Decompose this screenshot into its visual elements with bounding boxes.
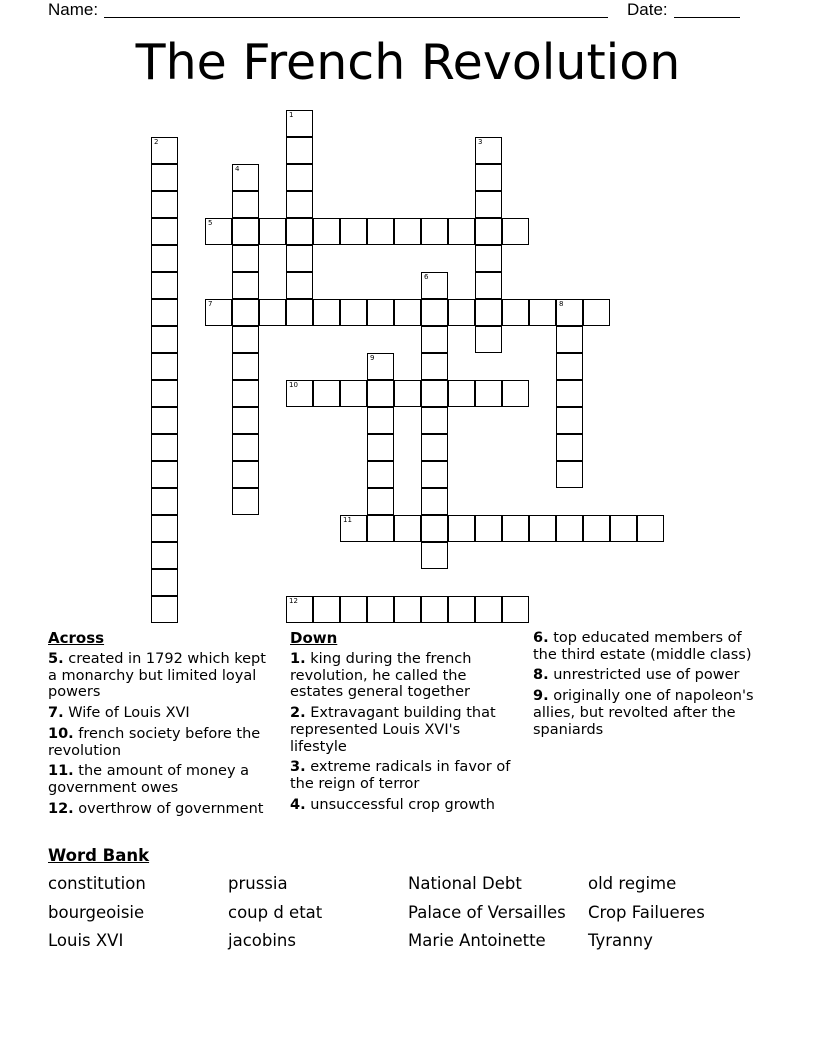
clue-text: unsuccessful crop growth: [310, 796, 496, 813]
grid-cell[interactable]: [610, 515, 637, 542]
grid-cell[interactable]: [529, 515, 556, 542]
clue-item: [48, 651, 276, 701]
clue-number: 11.: [48, 763, 74, 780]
grid-cell[interactable]: [367, 299, 394, 326]
grid-cell[interactable]: [151, 326, 178, 353]
grid-cell[interactable]: [556, 353, 583, 380]
clue-item: [48, 801, 276, 818]
grid-cell[interactable]: [286, 164, 313, 191]
grid-cell[interactable]: [340, 380, 367, 407]
clue-item: [290, 797, 518, 814]
clue-item: [48, 763, 276, 796]
grid-cell[interactable]: [340, 515, 367, 542]
grid-cell[interactable]: [313, 380, 340, 407]
grid-cell[interactable]: [475, 218, 502, 245]
grid-cell[interactable]: [475, 299, 502, 326]
grid-cell[interactable]: [151, 380, 178, 407]
grid-cell[interactable]: [151, 272, 178, 299]
clue-item: [290, 651, 518, 701]
clue-column-3: [533, 630, 769, 742]
grid-cell[interactable]: [151, 407, 178, 434]
grid-cell[interactable]: [448, 299, 475, 326]
grid-cell[interactable]: [151, 299, 178, 326]
grid-cell[interactable]: [421, 380, 448, 407]
grid-cell[interactable]: [286, 272, 313, 299]
clue-number: 1.: [290, 651, 306, 667]
grid-cell[interactable]: [151, 434, 178, 461]
grid-cell[interactable]: [556, 299, 583, 326]
grid-cell[interactable]: [151, 245, 178, 272]
grid-cell[interactable]: [556, 380, 583, 407]
word-bank-item: Tyranny: [588, 931, 653, 950]
grid-cell[interactable]: [421, 461, 448, 488]
clue-number: 7.: [48, 705, 64, 722]
word-bank-item: old regime: [588, 874, 677, 893]
grid-cell[interactable]: [232, 164, 259, 191]
word-bank-item: coup d etat: [228, 903, 323, 922]
word-bank-heading: Word Bank: [48, 846, 150, 865]
grid-cell[interactable]: [556, 407, 583, 434]
cell-number: 1: [289, 111, 294, 119]
grid-cell[interactable]: [394, 218, 421, 245]
grid-cell[interactable]: [367, 596, 394, 623]
clue-item: [48, 705, 276, 722]
grid-cell[interactable]: [367, 488, 394, 515]
grid-cell[interactable]: [583, 515, 610, 542]
grid-cell[interactable]: [475, 245, 502, 272]
grid-cell[interactable]: [637, 515, 664, 542]
grid-cell[interactable]: [151, 569, 178, 596]
clue-text: created in 1792 which kept a monarchy but limited loyal powers: [48, 651, 266, 701]
grid-cell[interactable]: [556, 461, 583, 488]
grid-cell[interactable]: [232, 407, 259, 434]
word-bank-item: Louis XVI: [48, 931, 124, 950]
cell-number: 9: [370, 354, 375, 362]
word-bank-item: prussia: [228, 874, 288, 893]
grid-cell[interactable]: [286, 596, 313, 623]
clue-item: [290, 759, 518, 792]
word-bank-item: National Debt: [408, 874, 522, 893]
grid-cell[interactable]: [259, 299, 286, 326]
grid-cell[interactable]: [394, 380, 421, 407]
grid-cell[interactable]: [340, 218, 367, 245]
grid-cell[interactable]: [151, 461, 178, 488]
across-heading: Across: [48, 629, 105, 647]
grid-cell[interactable]: [421, 542, 448, 569]
grid-cell[interactable]: [475, 515, 502, 542]
grid-cell[interactable]: [502, 299, 529, 326]
grid-cell[interactable]: [232, 380, 259, 407]
page-title: The French Revolution: [135, 34, 681, 91]
cell-number: 3: [478, 138, 483, 146]
grid-cell[interactable]: [367, 515, 394, 542]
clue-number: 10.: [48, 725, 74, 742]
cell-number: 7: [208, 300, 213, 308]
grid-cell[interactable]: [340, 596, 367, 623]
grid-cell[interactable]: [367, 434, 394, 461]
cell-number: 6: [424, 273, 429, 281]
cell-number: 8: [559, 300, 564, 308]
grid-cell[interactable]: [286, 137, 313, 164]
grid-cell[interactable]: [421, 353, 448, 380]
grid-cell[interactable]: [394, 596, 421, 623]
cell-number: 12: [289, 597, 298, 605]
grid-cell[interactable]: [556, 326, 583, 353]
clue-item: [533, 667, 769, 684]
grid-cell[interactable]: [556, 434, 583, 461]
grid-cell[interactable]: [151, 515, 178, 542]
grid-cell[interactable]: [151, 218, 178, 245]
clue-text: french society before the revolution: [48, 725, 261, 759]
grid-cell[interactable]: [367, 407, 394, 434]
clue-number: 3.: [290, 759, 306, 776]
word-bank-item: Marie Antoinette: [408, 931, 546, 950]
grid-cell[interactable]: [151, 596, 178, 623]
grid-cell[interactable]: [421, 326, 448, 353]
name-label: Name:: [48, 0, 99, 19]
clue-text: extreme radicals in favor of the reign of terror: [290, 759, 511, 792]
grid-cell[interactable]: [232, 218, 259, 245]
grid-cell[interactable]: [502, 596, 529, 623]
grid-cell[interactable]: [502, 515, 529, 542]
clue-text: unrestricted use of power: [553, 667, 740, 684]
grid-cell[interactable]: [421, 299, 448, 326]
cell-number: 5: [208, 219, 213, 227]
clue-item: [533, 688, 769, 738]
grid-cell[interactable]: [205, 218, 232, 245]
clue-item: [290, 705, 518, 755]
clue-item: [48, 726, 276, 759]
clue-text: Wife of Louis XVI: [68, 705, 190, 722]
clue-item: [533, 630, 769, 663]
grid-cell[interactable]: [151, 191, 178, 218]
clue-text: top educated members of the third estate (middle class): [533, 630, 752, 663]
grid-cell[interactable]: [232, 191, 259, 218]
grid-cell[interactable]: [286, 245, 313, 272]
grid-cell[interactable]: [475, 191, 502, 218]
grid-cell[interactable]: [151, 542, 178, 569]
grid-cell[interactable]: [151, 488, 178, 515]
clue-number: 12.: [48, 800, 74, 817]
grid-cell[interactable]: [286, 299, 313, 326]
grid-cell[interactable]: [232, 326, 259, 353]
grid-cell[interactable]: [448, 515, 475, 542]
clue-column-1: [48, 651, 276, 821]
grid-cell[interactable]: [502, 218, 529, 245]
grid-cell[interactable]: [367, 380, 394, 407]
grid-cell[interactable]: [475, 326, 502, 353]
grid-cell[interactable]: [205, 299, 232, 326]
grid-cell[interactable]: [421, 488, 448, 515]
grid-cell[interactable]: [475, 380, 502, 407]
grid-cell[interactable]: [421, 515, 448, 542]
cell-number: 11: [343, 516, 352, 524]
grid-cell[interactable]: [475, 137, 502, 164]
grid-cell[interactable]: [448, 596, 475, 623]
grid-cell[interactable]: [475, 164, 502, 191]
clue-number: 2.: [290, 705, 306, 722]
grid-cell[interactable]: [232, 461, 259, 488]
grid-cell[interactable]: [313, 299, 340, 326]
grid-cell[interactable]: [475, 596, 502, 623]
word-bank-item: jacobins: [228, 931, 296, 950]
grid-cell[interactable]: [232, 299, 259, 326]
clue-text: Extravagant building that represented Louis XVI's lifestyle: [290, 705, 496, 755]
clue-text: king during the french revolution, he called the estates general together: [290, 651, 472, 701]
grid-cell[interactable]: [421, 272, 448, 299]
cell-number: 2: [154, 138, 159, 146]
grid-cell[interactable]: [529, 299, 556, 326]
clue-column-2: [290, 651, 518, 817]
grid-cell[interactable]: [151, 137, 178, 164]
grid-cell[interactable]: [556, 515, 583, 542]
grid-cell[interactable]: [151, 353, 178, 380]
grid-cell[interactable]: [313, 218, 340, 245]
clue-number: 5.: [48, 651, 64, 667]
grid-cell[interactable]: [421, 596, 448, 623]
grid-cell[interactable]: [367, 461, 394, 488]
grid-cell[interactable]: [502, 380, 529, 407]
grid-cell[interactable]: [232, 272, 259, 299]
clue-number: 4.: [290, 796, 306, 813]
grid-cell[interactable]: [421, 434, 448, 461]
grid-cell[interactable]: [421, 407, 448, 434]
grid-cell[interactable]: [394, 515, 421, 542]
grid-cell[interactable]: [286, 218, 313, 245]
word-bank-item: constitution: [48, 874, 146, 893]
clue-number: 9.: [533, 688, 549, 705]
grid-cell[interactable]: [286, 191, 313, 218]
clue-text: originally one of napoleon's allies, but revolted after the spaniards: [533, 688, 754, 738]
clue-number: 8.: [533, 667, 549, 684]
cell-number: 10: [289, 381, 298, 389]
grid-cell[interactable]: [232, 353, 259, 380]
grid-cell[interactable]: [475, 272, 502, 299]
clue-number: 6.: [533, 630, 549, 646]
grid-cell[interactable]: [394, 299, 421, 326]
clue-text: overthrow of government: [78, 800, 264, 817]
cell-number: 4: [235, 165, 240, 173]
grid-cell[interactable]: [367, 353, 394, 380]
grid-cell[interactable]: [367, 218, 394, 245]
down-heading: Down: [290, 629, 338, 647]
date-label: Date:: [627, 0, 668, 19]
word-bank-item: Palace of Versailles: [408, 903, 566, 922]
grid-cell[interactable]: [313, 596, 340, 623]
word-bank-item: bourgeoisie: [48, 903, 145, 922]
grid-cell[interactable]: [286, 110, 313, 137]
grid-cell[interactable]: [151, 164, 178, 191]
word-bank-item: Crop Failueres: [588, 903, 705, 922]
grid-cell[interactable]: [340, 299, 367, 326]
clue-text: the amount of money a government owes: [48, 763, 250, 796]
grid-cell[interactable]: [448, 218, 475, 245]
grid-cell[interactable]: [583, 299, 610, 326]
grid-cell[interactable]: [232, 434, 259, 461]
grid-cell[interactable]: [232, 488, 259, 515]
grid-cell[interactable]: [421, 218, 448, 245]
grid-cell[interactable]: [286, 380, 313, 407]
grid-cell[interactable]: [232, 245, 259, 272]
grid-cell[interactable]: [259, 218, 286, 245]
grid-cell[interactable]: [448, 380, 475, 407]
